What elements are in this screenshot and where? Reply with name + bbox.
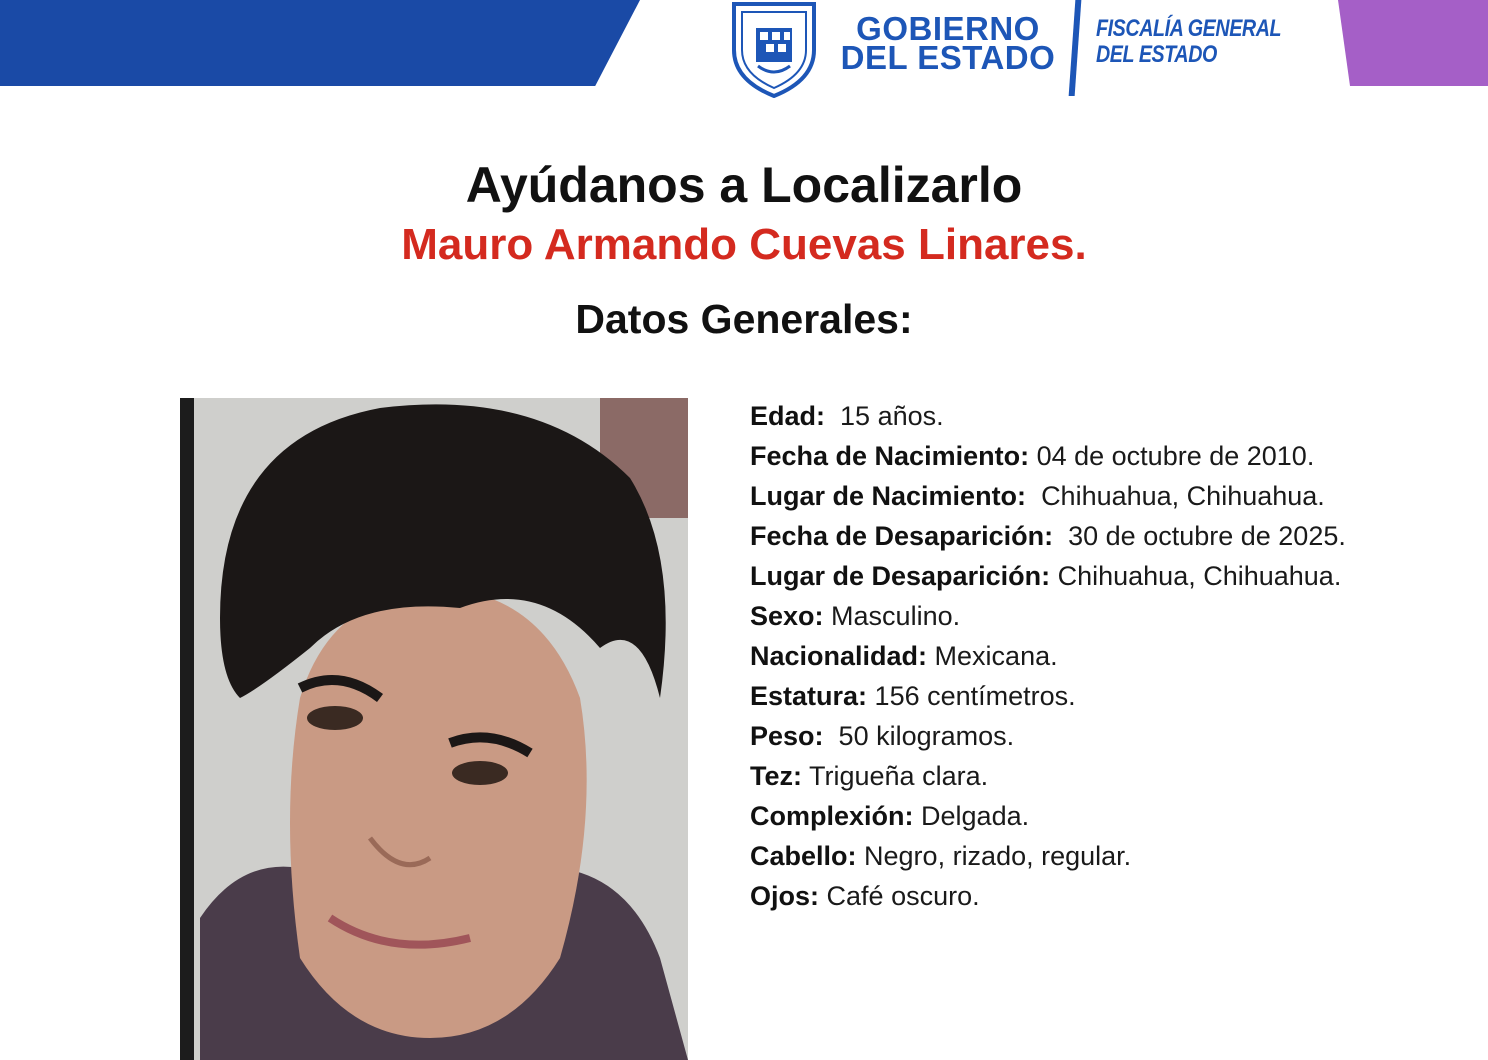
detail-row-lugar-nacimiento [750,476,1350,516]
gov-line-2: DEL ESTADO [840,39,1056,76]
detail-label: Nacionalidad: [750,641,928,671]
header-purple-band [1338,0,1488,86]
page-title: Ayúdanos a Localizarlo [465,157,1023,213]
detail-value: Café oscuro. [826,881,980,911]
detail-label: Edad: [750,401,826,431]
detail-row-fecha-desaparicion [750,516,1350,556]
person-photo [180,398,688,1060]
detail-label: Fecha de Desaparición: [750,521,1054,551]
fiscalia-line-1: FISCALÍA GENERAL [1096,15,1282,42]
detail-value: Chihuahua, Chihuahua. [1041,481,1325,511]
detail-value: Chihuahua, Chihuahua. [1057,561,1342,591]
detail-value: 15 años. [840,401,944,431]
detail-row-fecha-nacimiento [750,436,1350,476]
detail-value: Delgada. [921,801,1030,831]
state-shield-icon [728,0,820,98]
general-data-list [750,396,1350,916]
detail-label: Ojos: [750,881,820,911]
section-heading: Datos Generales: [575,296,913,342]
detail-row-ojos [750,876,1350,916]
detail-row-estatura [750,676,1350,716]
detail-label: Cabello: [750,841,857,871]
detail-row-peso [750,716,1350,756]
detail-row-nacionalidad [750,636,1350,676]
detail-row-tez [750,756,1350,796]
detail-label: Peso: [750,721,824,751]
detail-value: Trigueña clara. [809,761,989,791]
detail-row-sexo [750,596,1350,636]
missing-person-name: Mauro Armando Cuevas Linares. [401,220,1087,269]
header-blue-band [0,0,640,86]
detail-value: 50 kilogramos. [838,721,1015,751]
detail-label: Fecha de Nacimiento: [750,441,1030,471]
detail-value: Negro, rizado, regular. [864,841,1132,871]
gobierno-logo-text [834,10,1062,76]
fiscalia-logo-text [1096,16,1281,68]
detail-value: Masculino. [831,601,961,631]
detail-row-complexion [750,796,1350,836]
detail-value: 30 de octubre de 2025. [1068,521,1346,551]
fiscalia-line-2: DEL ESTADO [1096,41,1217,68]
detail-row-cabello [750,836,1350,876]
detail-label: Sexo: [750,601,824,631]
detail-row-lugar-desaparicion [750,556,1350,596]
detail-label: Lugar de Desaparición: [750,561,1051,591]
gov-line-1: GOBIERNO [856,10,1040,47]
detail-label: Estatura: [750,681,868,711]
detail-label: Lugar de Nacimiento: [750,481,1027,511]
detail-label: Complexión: [750,801,914,831]
detail-value: Mexicana. [934,641,1058,671]
detail-value: 04 de octubre de 2010. [1036,441,1315,471]
detail-value: 156 centímetros. [874,681,1076,711]
detail-row-edad [750,396,1350,436]
detail-label: Tez: [750,761,802,791]
person-photo-icon [180,398,688,1060]
logo-divider [1069,0,1082,96]
